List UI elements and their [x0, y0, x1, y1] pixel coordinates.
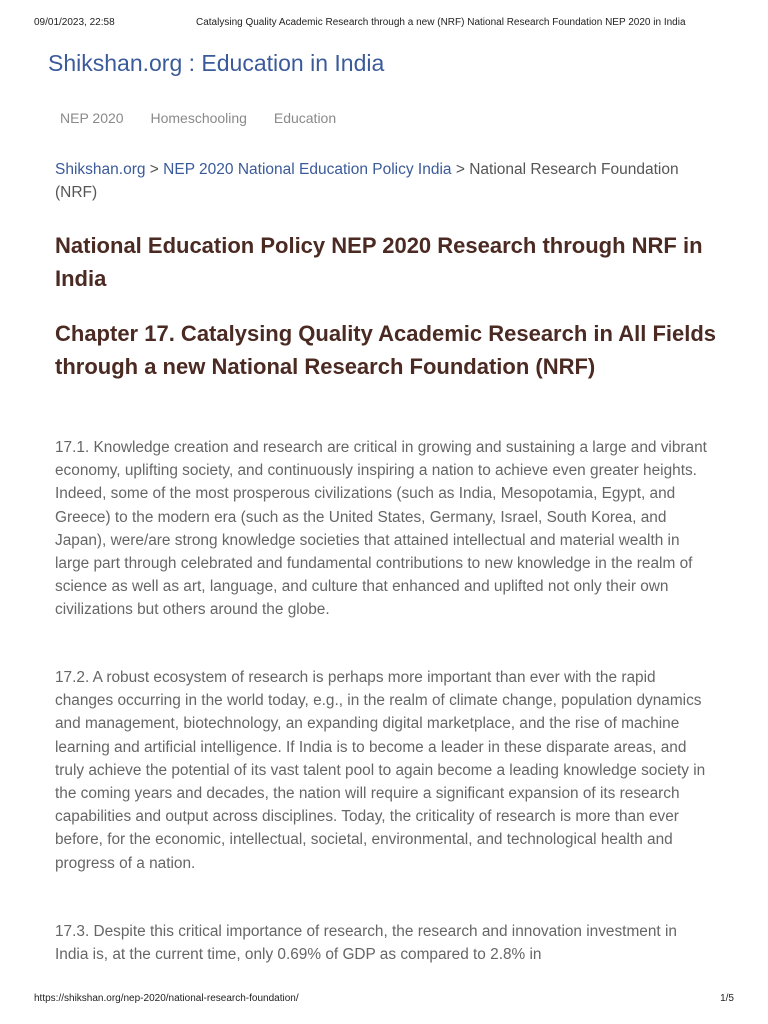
paragraph-17-3: 17.3. Despite this critical importance of research, the research and innovation investment in India is, at the current time, only 0.69% of GDP as compared to 2.8% in	[55, 923, 677, 964]
nav-item-education[interactable]: Education	[273, 110, 337, 126]
main-nav	[60, 110, 359, 126]
print-doc-title: Catalysing Quality Academic Research through a new (NRF) National Research Foundation NEP 2020 in India	[196, 17, 686, 28]
nav-item-homeschooling[interactable]: Homeschooling	[150, 110, 247, 126]
breadcrumb-separator: >	[451, 161, 470, 178]
paragraph-17-2: 17.2. A robust ecosystem of research is perhaps more important than ever with the rapid changes occurring in the world today, e.g., in the realm of climate change, population dynamics and management, biotechnology, an expanding digital marketplace, and the rise of machine learning and artificial intelligence. If India is to become a leader in these disparate areas, and truly achieve the potential of its vast talent pool to again become a leading knowledge society in the coming years and decades, the nation will require a significant expansion of its research capabilities and output across disciplines. Today, the criticality of research is more than ever before, for the economic, intellectual, societal, environmental, and technological health and progress of a nation.	[55, 669, 706, 872]
print-datetime: 09/01/2023, 22:58	[34, 17, 115, 28]
paragraph-17-1: 17.1. Knowledge creation and research are critical in growing and sustaining a large and vibrant economy, uplifting society, and continuously inspiring a nation to achieve even greater heights. Indeed, some of the most prosperous civilizations (such as India, Mesopotamia, Egypt, and Greece) to the modern era (such as the United States, Germany, Israel, South Korea, and Japan), were/are strong knowledge societies that attained intellectual and material wealth in large part through celebrated and fundamental contributions to new knowledge in the realm of science as well as art, language, and culture that enhanced and uplifted not only their own civilizations but others around the globe.	[55, 439, 707, 619]
print-header	[0, 17, 768, 31]
breadcrumb-home-link[interactable]: Shikshan.org	[55, 161, 146, 178]
print-page-number: 1/5	[720, 993, 734, 1004]
chapter-heading: Chapter 17. Catalysing Quality Academic Research in All Fields through a new National Research Foundation (NRF)	[55, 321, 717, 379]
site-title[interactable]: Shikshan.org : Education in India	[48, 50, 385, 76]
print-url: https://shikshan.org/nep-2020/national-research-foundation/	[34, 993, 299, 1004]
breadcrumb-section-link[interactable]: NEP 2020 National Education Policy India	[163, 161, 452, 178]
breadcrumb-current: National Research Foundation (NRF)	[55, 161, 679, 201]
breadcrumb	[55, 158, 695, 204]
nav-item-nep-2020[interactable]: NEP 2020	[60, 110, 124, 126]
breadcrumb-separator: >	[145, 161, 164, 178]
page-title: National Education Policy NEP 2020 Research through NRF in India	[55, 233, 703, 291]
